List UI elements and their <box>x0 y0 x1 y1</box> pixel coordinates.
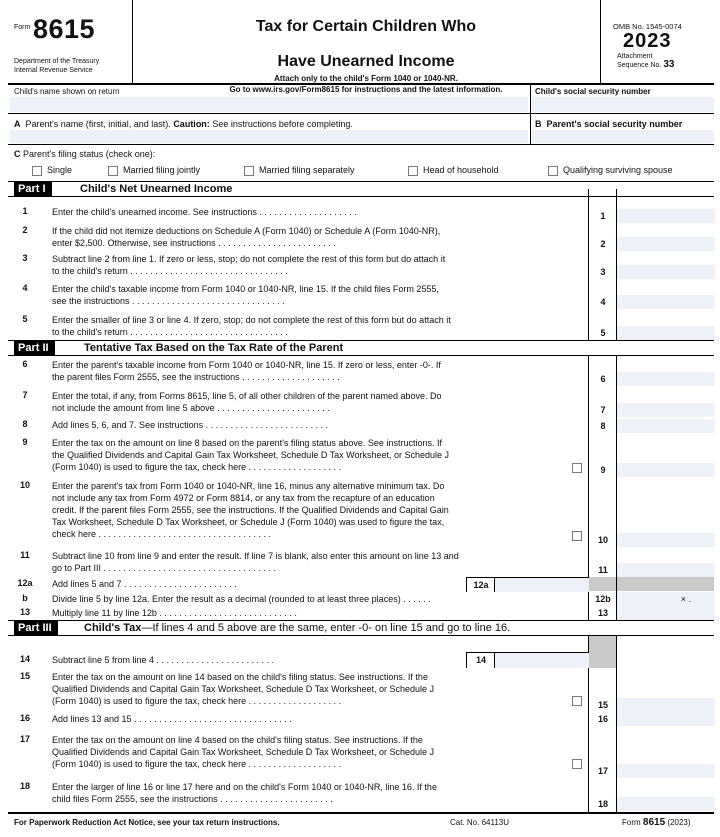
box-number: 18 <box>588 797 617 811</box>
box-number: 2 <box>588 237 617 251</box>
line-text-e: check here . . . . . . . . . . . . . . . . . . . . . . . . . . . . . . . . . . . <box>52 529 272 539</box>
line-number: 2 <box>22 225 28 235</box>
line-number: 16 <box>19 713 30 723</box>
part3-title <box>84 621 510 635</box>
form-label: Form <box>14 24 31 31</box>
line-number: 18 <box>19 781 30 791</box>
part3-label: Part III <box>14 621 58 635</box>
line-16 <box>8 712 714 726</box>
child-ssn-input[interactable] <box>532 97 714 112</box>
form-id-block <box>8 0 133 83</box>
filing-status-label <box>14 149 155 159</box>
line-text-b: the Qualified Dividends and Capital Gain Tax Worksheet, Schedule D Tax Worksheet, or Schedule J <box>52 450 450 460</box>
line-17-amount[interactable] <box>616 764 715 778</box>
line-text: Add lines 13 and 15 . . . . . . . . . . . . . . . . . . . . . . . . . . . . . . . . <box>52 714 292 724</box>
dept-treasury: Department of the Treasury <box>14 58 100 65</box>
line-text <box>52 550 584 574</box>
child-name-row <box>8 85 714 114</box>
line-text-a: Enter the smaller of line 3 or line 4. If zero, stop; do not complete the rest of this form but do attach it <box>52 315 451 325</box>
line-text: Add lines 5 and 7 . . . . . . . . . . . . . . . . . . . . . . . <box>52 579 237 589</box>
line-5 <box>8 309 714 340</box>
footer-form-number: 8615 <box>642 817 666 828</box>
line-11 <box>8 547 714 577</box>
parent-ssn-label <box>535 119 682 129</box>
box-number: 12b <box>588 592 617 606</box>
box-number: 4 <box>588 295 617 309</box>
box-number: 14 <box>466 652 495 668</box>
form-title-line2: Have Unearned Income <box>277 53 455 70</box>
line-14-amount[interactable] <box>494 652 589 668</box>
line-text-d: Tax Worksheet, Schedule D Tax Worksheet, or Schedule J (Form 1040) was used to figure the tax, <box>52 517 445 527</box>
line-10-checkbox[interactable] <box>572 531 582 541</box>
part3-header <box>8 621 714 636</box>
line-8-amount[interactable] <box>616 419 715 433</box>
checkbox-single[interactable] <box>32 166 42 176</box>
child-ssn-label: Child's social security number <box>535 87 651 96</box>
line-text-a: Enter the tax on the amount on line 4 based on the child's filing status. See instructions. If the <box>52 735 423 745</box>
footer-form-id <box>622 817 691 828</box>
box-number: 7 <box>588 403 617 417</box>
line-text-a: Enter the child's taxable income from Form 1040 or 1040-NR, line 15. If the child files Form 2555, <box>52 284 439 294</box>
dept-irs: Internal Revenue Service <box>14 67 93 74</box>
parent-name-input[interactable] <box>10 130 528 143</box>
part1-title: Child's Net Unearned Income <box>80 183 233 195</box>
line-b-letter: B <box>535 119 542 129</box>
line-15-amount[interactable] <box>616 698 715 712</box>
line-text: Divide line 5 by line 12a. Enter the result as a decimal (rounded to at least three places) . . . . . . <box>52 594 431 604</box>
sequence-label <box>601 61 715 70</box>
checkbox-qss[interactable] <box>548 166 558 176</box>
line-text-b: the parent files Form 2555, see the instructions . . . . . . . . . . . . . . . . . . . . <box>52 372 340 382</box>
box-number: 12a <box>466 577 495 592</box>
attach-note: Attach only to the child's Form 1040 or 1040-NR. <box>274 74 458 83</box>
part3-title-rest: —If lines 4 and 5 above are the same, enter -0- on line 15 and go to line 16. <box>141 622 511 634</box>
line-text <box>52 437 584 473</box>
checkbox-mfs[interactable] <box>244 166 254 176</box>
status-mfs[interactable] <box>244 165 355 176</box>
line-text-b: not include any tax from Form 4972 or Form 8814, or any tax from the recapture of an education <box>52 493 435 503</box>
line-text: Subtract line 5 from line 4 . . . . . . . . . . . . . . . . . . . . . . . . <box>52 655 275 665</box>
status-qss-label: Qualifying surviving spouse <box>563 165 673 175</box>
line-text: Multiply line 11 by line 12b . . . . . . . . . . . . . . . . . . . . . . . . . . . . <box>52 608 297 618</box>
line-text <box>52 359 584 383</box>
box-number: 17 <box>588 764 617 778</box>
line-number: 5 <box>22 314 28 324</box>
line-17-checkbox[interactable] <box>572 759 582 769</box>
part2-label: Part II <box>14 341 55 355</box>
line-11-amount[interactable] <box>616 563 715 577</box>
line-1 <box>8 197 714 223</box>
line-number: 6 <box>22 359 28 369</box>
status-mfj[interactable] <box>108 165 200 176</box>
line-number: 7 <box>22 390 28 400</box>
lines-area <box>8 189 714 812</box>
sequence-number: 33 <box>663 59 675 70</box>
line-10-amount[interactable] <box>616 533 715 547</box>
attachment-label: Attachment <box>617 53 653 60</box>
line-text <box>52 480 584 540</box>
line-12a-amount[interactable] <box>494 577 589 592</box>
line-12a <box>8 577 714 591</box>
line-4-amount[interactable] <box>616 295 715 309</box>
line-text <box>52 253 584 277</box>
line-6 <box>8 356 714 386</box>
line-text <box>52 225 584 249</box>
line-14 <box>8 636 714 668</box>
line-9-amount[interactable] <box>616 463 715 477</box>
line-text-b: go to Part III . . . . . . . . . . . . . . . . . . . . . . . . . . . . . . . . . . . <box>52 563 277 573</box>
line-16-amount[interactable] <box>616 712 715 726</box>
status-mfs-label: Married filing separately <box>259 165 355 175</box>
line-number: 15 <box>19 671 30 681</box>
line-text-b: Qualified Dividends and Capital Gain Tax Worksheet, Schedule D Tax Worksheet, or Schedule J <box>52 747 435 757</box>
sequence-text: Sequence No. <box>617 62 662 69</box>
omb-number: OMB No. 1545-0074 <box>613 22 682 31</box>
line-6-amount[interactable] <box>616 372 715 386</box>
line-2-amount[interactable] <box>616 237 715 251</box>
checkbox-hoh[interactable] <box>408 166 418 176</box>
line-8 <box>8 417 714 433</box>
footer-notice: For Paperwork Reduction Act Notice, see your tax return instructions. <box>14 818 280 827</box>
line-text-b: enter $2,500. Otherwise, see instructions . . . . . . . . . . . . . . . . . . . . . . . . <box>52 238 336 248</box>
line-text-b: Qualified Dividends and Capital Gain Tax Worksheet, Schedule D Tax Worksheet, or Schedule J <box>52 684 435 694</box>
line-13-amount[interactable] <box>616 606 715 620</box>
line-1-amount[interactable] <box>616 209 715 223</box>
decimal-marker: × . <box>680 594 691 604</box>
box-number: 10 <box>588 533 617 547</box>
line-18-amount[interactable] <box>616 797 715 811</box>
form-title-line1: Tax for Certain Children Who <box>255 18 477 35</box>
tax-year: 2023 <box>623 30 672 52</box>
box-number: 13 <box>588 606 617 620</box>
box-number: 6 <box>588 372 617 386</box>
box-number: 5 <box>588 326 617 340</box>
footer-cat-number: Cat. No. 64113U <box>450 818 509 827</box>
line-number: 1 <box>22 206 28 216</box>
footer-form-label: Form <box>622 818 641 827</box>
line-text-a: Enter the larger of line 16 or line 17 here and on the child's Form 1040 or 1040-NR, line 16. If the <box>52 782 437 792</box>
line-text-b: not include the amount from line 5 above . . . . . . . . . . . . . . . . . . . . . . . <box>52 403 330 413</box>
filing-status-row <box>8 145 714 182</box>
line-number: 12a <box>17 578 33 588</box>
line-number: b <box>22 593 28 603</box>
box-number: 15 <box>588 698 617 712</box>
line-text: Add lines 5, 6, and 7. See instructions . . . . . . . . . . . . . . . . . . . . . . . . . <box>52 420 329 430</box>
line-18 <box>8 778 714 811</box>
line-text-a: Enter the tax on the amount on line 14 based on the child's filing status. See instructions. If the <box>52 672 428 682</box>
line-text <box>52 390 584 414</box>
parent-ssn-input[interactable] <box>532 130 714 143</box>
part2-header <box>8 341 714 356</box>
line-text <box>52 781 584 805</box>
line-number: 11 <box>20 550 30 560</box>
parent-name-row <box>8 114 714 145</box>
line-text-a: If the child did not itemize deductions on Schedule A (Form 1040) or Schedule A (Form 1040-NR), <box>52 226 441 236</box>
child-name-input[interactable] <box>10 97 528 112</box>
line-10 <box>8 477 714 547</box>
parent-name-text: Parent's name (first, initial, and last). <box>25 119 171 129</box>
line-text-b: to the child's return . . . . . . . . . . . . . . . . . . . . . . . . . . . . . . . . <box>52 266 288 276</box>
omb-block <box>600 0 715 83</box>
status-hoh[interactable] <box>408 165 499 176</box>
footer-form-year: (2023) <box>667 818 691 827</box>
line-15 <box>8 668 714 712</box>
line-number: 8 <box>22 419 28 429</box>
line-text <box>52 283 584 307</box>
line-c-letter: C <box>14 149 21 159</box>
status-qss[interactable] <box>548 165 673 176</box>
line-a-letter: A <box>14 119 21 129</box>
box-number: 11 <box>588 563 617 577</box>
line-9-checkbox[interactable] <box>572 463 582 473</box>
line-number: 17 <box>19 734 30 744</box>
line-number: 14 <box>19 654 30 664</box>
line-13 <box>8 606 714 620</box>
parent-name-label <box>14 119 353 129</box>
line-text-b: child files Form 2555, see the instructions . . . . . . . . . . . . . . . . . . . . . . . <box>52 794 333 804</box>
line-text <box>52 734 584 770</box>
line-text-c: (Form 1040) is used to figure the tax, check here . . . . . . . . . . . . . . . . . . . <box>52 462 342 472</box>
line-12b-amount[interactable] <box>616 592 715 606</box>
line-text-a: Enter the parent's tax from Form 1040 or 1040-NR, line 16, minus any alternative minimum tax. Do <box>52 481 445 491</box>
line-12b <box>8 592 714 606</box>
line-text-c: (Form 1040) is used to figure the tax, check here . . . . . . . . . . . . . . . . . . . <box>52 696 342 706</box>
line-number: 9 <box>22 437 28 447</box>
child-name-label: Child's name shown on return <box>14 87 120 96</box>
line-3-amount[interactable] <box>616 265 715 279</box>
filing-status-text: Parent's filing status (check one): <box>23 149 156 159</box>
box-number: 1 <box>588 209 617 223</box>
line-number: 13 <box>19 607 30 617</box>
line-5-amount[interactable] <box>616 326 715 340</box>
line-15-checkbox[interactable] <box>572 696 582 706</box>
line-text-c: (Form 1040) is used to figure the tax, check here . . . . . . . . . . . . . . . . . . . <box>52 759 342 769</box>
line-number: 4 <box>22 283 28 293</box>
line-text-a: Enter the tax on the amount on line 8 based on the parent's filing status above. See instructions. If <box>52 438 442 448</box>
title-block <box>132 0 600 94</box>
status-single-label: Single <box>47 165 73 175</box>
department <box>14 57 99 75</box>
line-text-c: credit. If the parent files Form 2555, see the instructions. If the Qualified Dividends and Capital Gain <box>52 505 449 515</box>
line-text-a: Enter the total, if any, from Forms 8615, line 5, of all other children of the parent named above. Do <box>52 391 442 401</box>
line-4 <box>8 279 714 309</box>
line-text <box>52 314 584 338</box>
goto-note: Go to www.irs.gov/Form8615 for instructions and the latest information. <box>229 85 503 94</box>
line-number: 3 <box>22 253 28 263</box>
checkbox-mfj[interactable] <box>108 166 118 176</box>
line-text-b: see the instructions . . . . . . . . . . . . . . . . . . . . . . . . . . . . . . . <box>52 296 285 306</box>
line-2 <box>8 223 714 251</box>
part1-label: Part I <box>14 182 52 196</box>
part3-title-bold: Child's Tax <box>84 622 142 634</box>
status-mfj-label: Married filing jointly <box>123 165 201 175</box>
line-text-b: to the child's return . . . . . . . . . . . . . . . . . . . . . . . . . . . . . . . . <box>52 327 288 337</box>
line-7 <box>8 386 714 417</box>
line-text-a: Enter the parent's taxable income from Form 1040 or 1040-NR, line 15. If zero or less, enter -0-. If <box>52 360 441 370</box>
line-number: 10 <box>19 480 30 490</box>
part2-title: Tentative Tax Based on the Tax Rate of the Parent <box>84 342 344 354</box>
line-17 <box>8 726 714 778</box>
line-text-a: Subtract line 10 from line 9 and enter the result. If line 7 is blank, also enter this amount on line 13 and <box>52 551 459 561</box>
form-8615-page <box>8 0 714 837</box>
box-number: 8 <box>588 419 617 433</box>
parent-ssn-text: Parent's social security number <box>546 119 683 129</box>
line-text-a: Subtract line 2 from line 1. If zero or less, stop; do not complete the rest of this form but do attach it <box>52 254 446 264</box>
line-9 <box>8 433 714 477</box>
line-text: Enter the child's unearned income. See instructions . . . . . . . . . . . . . . . . . . . . <box>52 207 357 217</box>
caution-text: See instructions before completing. <box>212 119 353 129</box>
status-single[interactable] <box>32 165 72 176</box>
status-hoh-label: Head of household <box>423 165 499 175</box>
form-footer <box>8 812 714 834</box>
caution-label: Caution: <box>173 119 210 129</box>
box-number: 3 <box>588 265 617 279</box>
line-3 <box>8 251 714 279</box>
line-7-amount[interactable] <box>616 403 715 417</box>
box-number: 16 <box>588 712 617 726</box>
line-text <box>52 671 584 707</box>
form-number: 8615 <box>33 14 96 44</box>
box-number: 9 <box>588 463 617 477</box>
